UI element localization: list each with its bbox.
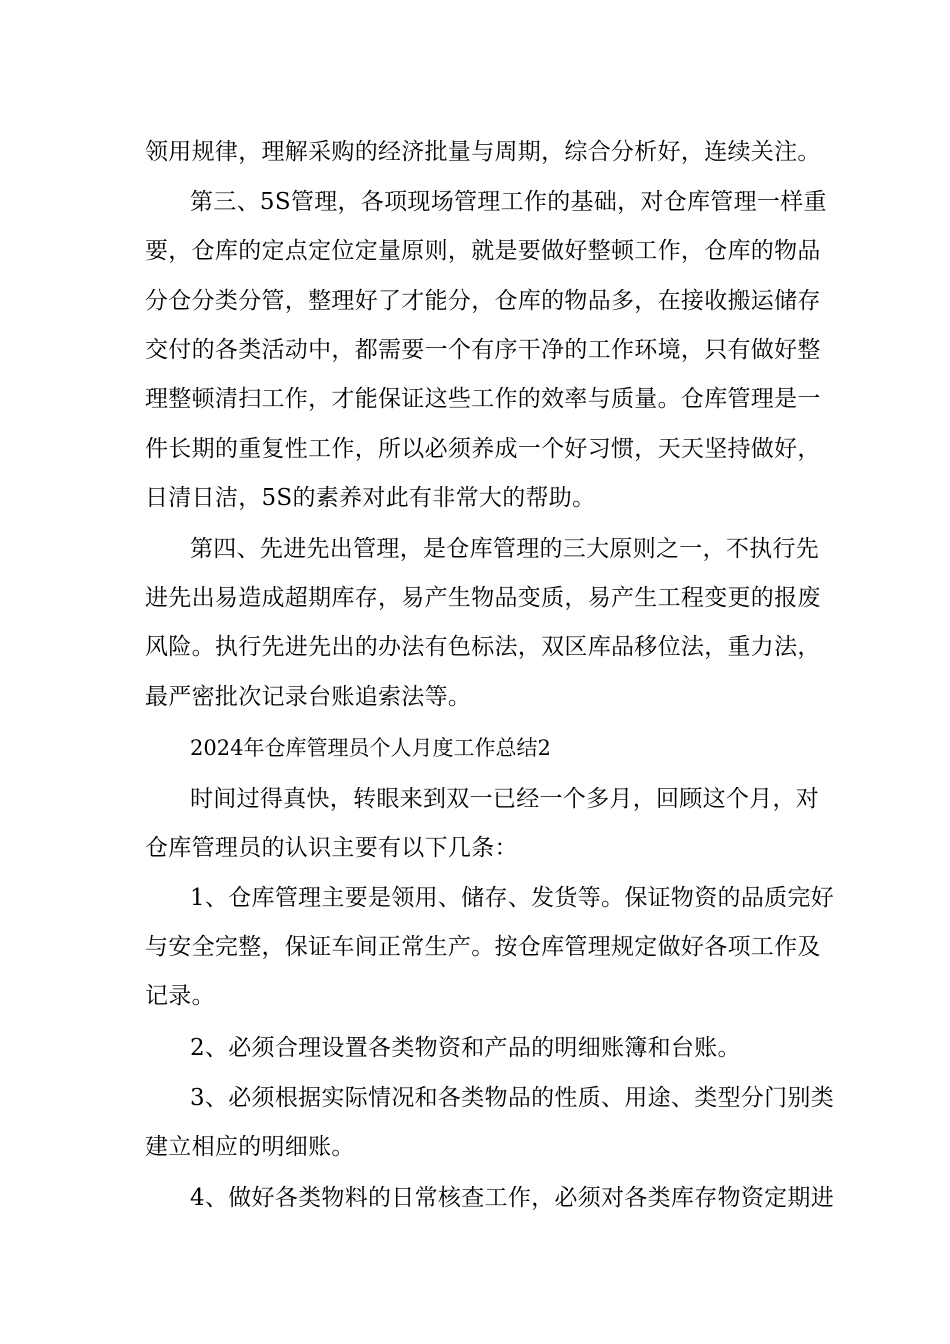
paragraph-start: 时间过得真快，转眼来到双一已经一个多月，回顾这个月，对 [190, 786, 820, 812]
paragraph-start: 第四、先进先出管理，是仓库管理的三大原则之一，不执行先 [190, 536, 820, 562]
text-line: 日清日洁，5S的素养对此有非常大的帮助。 [145, 485, 596, 511]
text-line: 建立相应的明细账。 [145, 1134, 355, 1160]
section-heading: 2024年仓库管理员个人月度工作总结2 [190, 736, 551, 760]
text-line: 进先出易造成超期库存，易产生物品变质，易产生工程变更的报废 [145, 585, 821, 611]
text-line: 风险。执行先进先出的办法有色标法，双区库品移位法，重力法， [145, 634, 821, 660]
text-line: 领用规律，理解采购的经济批量与周期，综合分析好，连续关注。 [145, 139, 821, 165]
list-item-1: 1、仓库管理主要是领用、储存、发货等。保证物资的品质完好 [190, 885, 835, 911]
list-item-2: 2、必须合理设置各类物资和产品的明细账簿和台账。 [190, 1035, 741, 1061]
text-line: 交付的各类活动中，都需要一个有序干净的工作环境，只有做好整 [145, 337, 821, 363]
text-line: 分仓分类分管，整理好了才能分，仓库的物品多，在接收搬运储存 [145, 288, 821, 314]
text-line: 仓库管理员的认识主要有以下几条： [145, 835, 518, 861]
text-line: 与安全完整，保证车间正常生产。按仓库管理规定做好各项工作及 [145, 934, 821, 960]
text-line: 记录。 [145, 983, 215, 1009]
paragraph-start: 第三、5S管理，各项现场管理工作的基础，对仓库管理一样重 [190, 189, 827, 215]
text-line: 理整顿清扫工作，才能保证这些工作的效率与质量。仓库管理是一 [145, 386, 821, 412]
list-item-4: 4、做好各类物料的日常核查工作，必须对各类库存物资定期进 [190, 1185, 835, 1211]
list-item-3: 3、必须根据实际情况和各类物品的性质、用途、类型分门别类 [190, 1085, 835, 1111]
text-line: 最严密批次记录台账追索法等。 [145, 684, 472, 710]
text-line: 件长期的重复性工作，所以必须养成一个好习惯，天天坚持做好， [145, 436, 821, 462]
text-line: 要，仓库的定点定位定量原则，就是要做好整顿工作，仓库的物品 [145, 238, 821, 264]
